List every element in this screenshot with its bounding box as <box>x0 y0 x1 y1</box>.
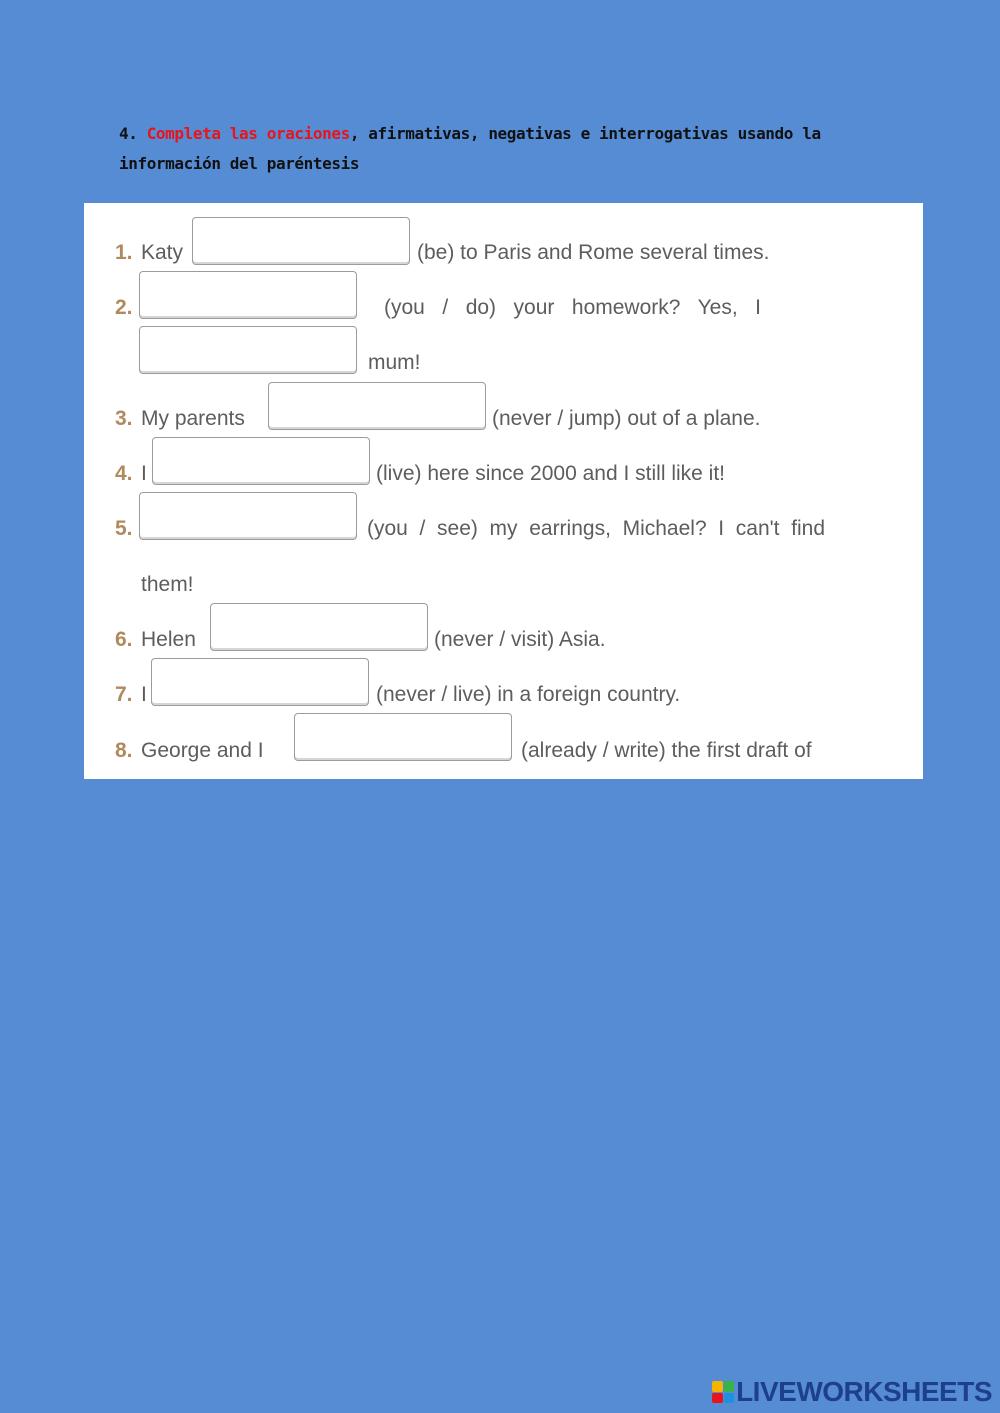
sentence-text: (you / see) my earrings, Michael? I can't find <box>367 517 826 540</box>
sentence-text: (already / write) the first draft of <box>521 739 812 762</box>
answer-input-5[interactable] <box>139 492 357 540</box>
answer-input-7[interactable] <box>151 658 369 706</box>
answer-input-8[interactable] <box>294 713 512 761</box>
item-number: 3. <box>115 407 133 430</box>
answer-input-3[interactable] <box>268 382 486 430</box>
sentence-text: (be) to Paris and Rome several times. <box>417 241 770 264</box>
sentence-text: I <box>141 683 147 706</box>
sentence-text: (never / jump) out of a plane. <box>492 407 761 430</box>
sentence-text: (never / visit) Asia. <box>434 628 606 651</box>
sentence-text: (never / live) in a foreign country. <box>376 683 681 706</box>
instructions-text <box>119 119 839 179</box>
instructions-number: 4. <box>119 124 147 143</box>
item-number: 8. <box>115 739 133 762</box>
sentence-text: mum! <box>368 351 421 374</box>
answer-input-2b[interactable] <box>139 326 357 374</box>
instructions-rest: , afirmativas, negativas e interrogativas usando la información del paréntesis <box>119 124 821 173</box>
answer-input-6[interactable] <box>210 603 428 651</box>
sentence-text: My parents <box>141 407 245 430</box>
instructions-highlight: Completa las oraciones <box>146 124 350 143</box>
answer-input-4[interactable] <box>152 437 370 485</box>
item-number: 5. <box>115 517 133 540</box>
sentence-text: (you / do) your homework? Yes, I <box>384 296 762 319</box>
item-number: 6. <box>115 628 133 651</box>
sentence-text: (live) here since 2000 and I still like it! <box>376 462 725 485</box>
answer-input-2a[interactable] <box>139 271 357 319</box>
sentence-text: Katy <box>141 241 184 264</box>
logo-text: LIVEWORKSHEETS <box>736 1376 992 1407</box>
liveworksheets-logo[interactable] <box>712 1377 992 1407</box>
logo-mark-icon <box>712 1381 734 1403</box>
item-number: 4. <box>115 462 133 485</box>
exercise-sheet <box>84 203 923 779</box>
item-number: 2. <box>115 296 133 319</box>
item-number: 7. <box>115 683 133 706</box>
answer-input-1[interactable] <box>192 217 410 265</box>
sentence-text: them! <box>141 573 194 596</box>
item-number: 1. <box>115 241 133 264</box>
sentence-text: George and I <box>141 739 264 762</box>
sentence-text: I <box>141 462 147 485</box>
sentence-text: Helen <box>141 628 196 651</box>
